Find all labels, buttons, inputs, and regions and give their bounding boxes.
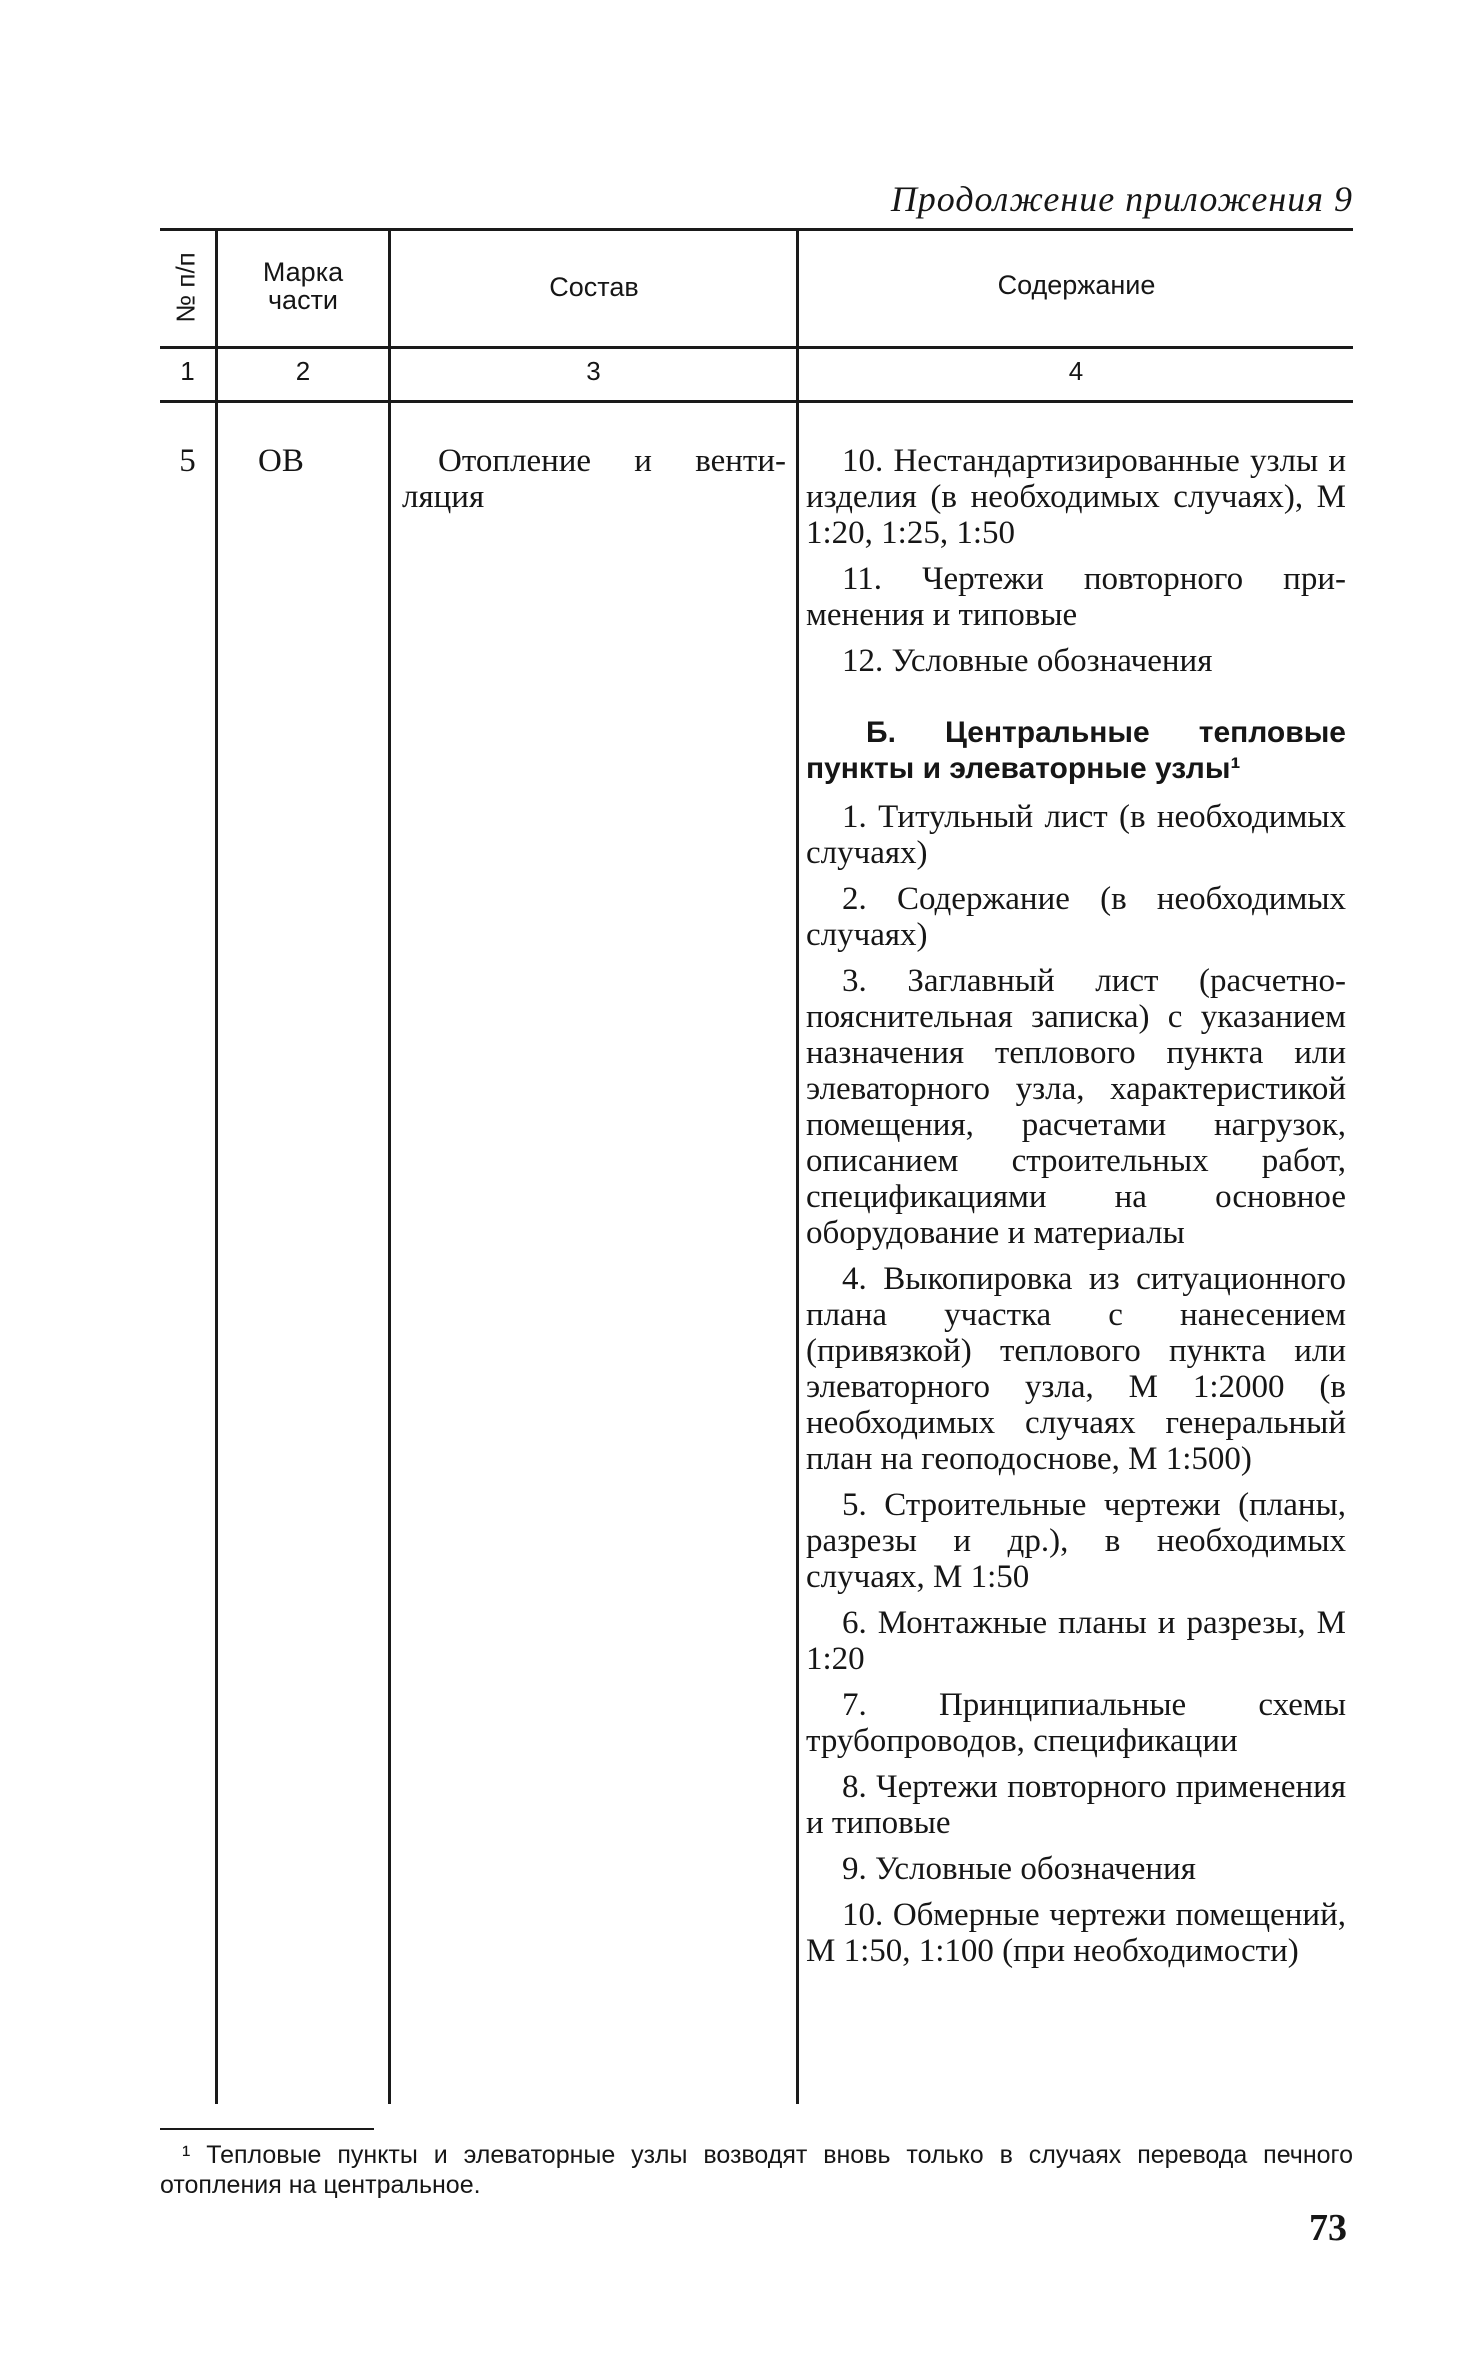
header-mark: Марка части [262, 257, 344, 315]
column-separator-1 [215, 228, 218, 2104]
content-item: 4. Выкопировка из ситуационного плана участка с нанесением (привязкой) теплового пункта или элеваторного узла, М 1:2000 (в необходимых случаях генеральный план на геоподоснове, М 1:500) [806, 1261, 1346, 1477]
header-divider [160, 346, 1353, 349]
content-item: 5. Строительные чертежи (планы, разрезы и др.), в необходимых случаях, М 1:50 [806, 1487, 1346, 1595]
section-heading: Б. Центральные тепловые пункты и элеваторные узлы¹ [806, 716, 1346, 785]
content-item: 2. Содержание (в необходимых случаях) [806, 881, 1346, 953]
table-top-border [160, 228, 1353, 231]
column-separator-2 [388, 228, 391, 2104]
column-number-3: 3 [586, 356, 601, 386]
content-item: 6. Монтажные планы и разрезы, М 1:20 [806, 1605, 1346, 1677]
content-item: 1. Титульный лист (в необходимых случаях) [806, 799, 1346, 871]
page-number: 73 [1309, 2207, 1347, 2249]
column-separator-3 [796, 228, 799, 2104]
row-composition: Отопление и вентиляция [402, 443, 786, 515]
footnote-rule [160, 2128, 374, 2130]
content-item: 10. Нестандартизированные узлы и изделия (в необходимых случаях), М 1:20, 1:25, 1:50 [806, 443, 1346, 551]
column-number-4: 4 [1068, 356, 1084, 386]
column-number-1: 1 [180, 356, 195, 386]
content-item: 7. Принципиальные схемы трубопроводов, спецификации [806, 1687, 1346, 1759]
content-item: 9. Условные обозначения [842, 1851, 1196, 1887]
footnote: ¹ Тепловые пункты и элеваторные узлы возводят вновь только в случаях перевода печного отопления на центральное. [160, 2141, 1353, 2199]
page-header: Продолжение приложения 9 [890, 179, 1353, 219]
header-content: Содержание [997, 270, 1156, 300]
header-composition: Состав [549, 272, 639, 302]
column-number-divider [160, 400, 1353, 403]
content-item: 3. Заглавный лист (расчетно-пояснительная записка) с указанием назначения теплового пункта или элеваторного узла, характеристикой помещения, расчетами нагрузок, описанием строительных работ, спецификациями на основное оборудование и материалы [806, 963, 1346, 1251]
content-item: 8. Чертежи повторного применения и типовые [806, 1769, 1346, 1841]
content-item: 11. Чертежи повторного применения и типовые [806, 561, 1346, 633]
row-mark: ОВ [258, 443, 304, 479]
header-number: № п/п [170, 252, 201, 323]
content-item: 12. Условные обозначения [842, 643, 1213, 679]
column-number-2: 2 [295, 356, 311, 386]
content-table [160, 228, 1353, 2104]
row-number: 5 [179, 443, 196, 479]
row-content [806, 443, 1346, 1979]
content-item: 10. Обмерные чертежи помещений, М 1:50, 1:100 (при необходимости) [806, 1897, 1346, 1969]
